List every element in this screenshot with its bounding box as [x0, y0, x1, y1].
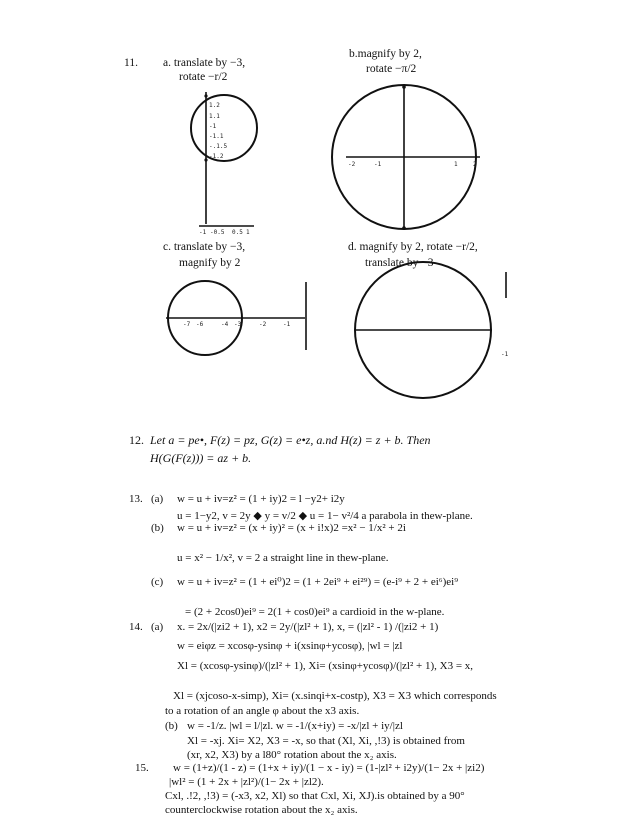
- part-c-label: c. translate by −3,: [163, 241, 246, 253]
- problem-11-number: 11.: [124, 57, 138, 69]
- problem-13-a-line-2: u = 1−y2, v = 2y ◆ y = v/2 ◆ u = 1− v²/4 a parabola in thew-plane.: [177, 510, 473, 522]
- problem-14-part-b-tag: (b): [165, 720, 178, 732]
- problem-15-line-1: w = (1+z)/(1 - z) = (1+x + iy)/(1 − x - iy) = (1-|zl² + i2y)/(1− 2x + |zi2): [173, 762, 485, 774]
- problem-15-line-4: counterclockwise rotation about the x₂ axis.: [165, 804, 358, 816]
- problem-13-b-line-1: w = u + iv=z² = (x + iy)² = (x + i!x)2 =x² − 1/x² + 2i: [177, 522, 406, 534]
- problem-13-b-line-2: u = x² − 1/x², v = 2 a straight line in thew-plane.: [177, 552, 389, 564]
- problem-14-a-line-4: Xl = (xjcoso-x-simp), Xi= (x.sinqi+x-costp), X3 = X3 which corresponds: [173, 690, 497, 702]
- fig-a-bottom-label: 0.5: [232, 229, 243, 236]
- problem-13-number: 13.: [129, 493, 143, 505]
- fig-b-dot: [402, 85, 406, 89]
- part-c-label-2: magnify by 2: [179, 257, 241, 269]
- fig-b-tick-label: -1: [374, 161, 382, 168]
- problem-13-a-line-1: w = u + iv=z² = (1 + iy)2 = l −y2+ i2y: [177, 493, 345, 505]
- problem-13-c-line-1: w = u + iv=z² = (1 + ei⁰)2 = (1 + 2ei⁹ + ei²⁹) = (e-i⁹ + 2 + ei⁶)ei⁹: [177, 576, 459, 588]
- fig-a-bottom-label: 1: [246, 229, 250, 236]
- problem-14-b-line-2: Xl = -xj. Xi= X2, X3 = -x, so that (Xl, Xi, ,!3) is obtained from: [187, 735, 465, 747]
- problem-15-number: 15.: [135, 762, 149, 774]
- fig-a-dot: [204, 158, 207, 161]
- problem-12-line-2: H(G(F(z))) = az + b.: [150, 451, 252, 465]
- problem-14-a-line-5: to a rotation of an angle φ about the x3 axis.: [165, 705, 360, 717]
- fig-b-tick-label: 2: [473, 161, 477, 168]
- fig-a-tick-label: -1.1: [209, 133, 224, 140]
- problem-13-part-c-tag: (c): [151, 576, 164, 588]
- problem-12-number: 12.: [129, 433, 144, 447]
- fig-d-mark-label: -1: [501, 351, 509, 358]
- fig-a-bottom-label: -1: [199, 229, 207, 236]
- fig-a-dot: [204, 94, 207, 97]
- problem-13-c-line-2: = (2 + 2cos0)ei⁹ = 2(1 + cos0)ei⁹ a cardioid in the w-plane.: [185, 606, 445, 618]
- fig-c-tick-label: -7: [183, 321, 191, 328]
- problem-15-line-2: |wl² = (1 + 2x + |zl²)/(1− 2x + |zl2).: [169, 776, 324, 788]
- problem-13-part-a-tag: (a): [151, 493, 164, 505]
- problem-15-line-3: Cxl, .!2, ,!3) = (-x3, x2, Xl) so that Cxl, Xi, XJ).is obtained by a 90°: [165, 790, 465, 802]
- problem-14-a-line-2: w = eiφz = xcosφ-ysinφ + i(xsinφ+ycosφ), |wl = |zl: [177, 640, 403, 652]
- fig-c-tick-label: -6: [196, 321, 204, 328]
- fig-c-tick-label: -4: [221, 321, 229, 328]
- fig-a-tick-label: 1.2: [209, 102, 220, 109]
- part-b-label: b.magnify by 2,: [349, 48, 422, 60]
- part-d-label-2: translate by −3: [365, 257, 434, 269]
- fig-a-tick-label: 1.1: [209, 113, 220, 120]
- fig-b-tick-label: -2: [348, 161, 356, 168]
- fig-b-dot: [402, 226, 406, 230]
- fig-c-tick-label: -3: [234, 321, 242, 328]
- problem-13-part-b-tag: (b): [151, 522, 164, 534]
- problem-14-b-line-1: w = -1/z. |wl = l/|zl. w = -1/(x+iy) = -x/|zl + iy/|zl: [187, 720, 403, 732]
- fig-a-tick-label: -1.2: [209, 153, 224, 160]
- figure-a: [191, 92, 257, 236]
- part-b-label-2: rotate −π/2: [366, 63, 417, 75]
- figure-c: [166, 281, 306, 355]
- fig-c-tick-label: -1: [283, 321, 291, 328]
- part-d-label: d. magnify by 2, rotate −r/2,: [348, 241, 478, 253]
- problem-14-a-line-3: Xl = (xcosφ-ysinφ)/(|zl² + 1), Xi= (xsinφ+ycosφ)/(|zl² + 1), X3 = x,: [177, 660, 474, 672]
- fig-c-tick-label: -2: [259, 321, 267, 328]
- fig-a-bottom-label: -0.5: [210, 229, 225, 236]
- problem-14-a-line-1: x. = 2x/(|zi2 + 1), x2 = 2y/(|zl² + 1), x, = (|zl² - 1) /(|zi2 + 1): [177, 621, 439, 633]
- figure-d: [355, 262, 509, 398]
- problem-14-part-a-tag: (a): [151, 621, 164, 633]
- fig-a-tick-label: -.1.5: [209, 143, 228, 150]
- fig-a-circle: [191, 95, 257, 161]
- fig-a-tick-label: -1: [209, 123, 217, 130]
- problem-12-line-1: Let a = pe•, F(z) = pz, G(z) = e•z, a.nd H(z) = z + b. Then: [150, 433, 431, 447]
- problem-14-number: 14.: [129, 621, 143, 633]
- figure-b: [332, 84, 480, 230]
- part-a-label: a. translate by −3,: [163, 57, 246, 69]
- problem-14-b-line-3: (xr, x2, X3) by a l80° rotation about the x₂ axis.: [187, 749, 397, 761]
- fig-b-tick-label: 1: [454, 161, 458, 168]
- part-a-label-2: rotate −r/2: [179, 71, 228, 83]
